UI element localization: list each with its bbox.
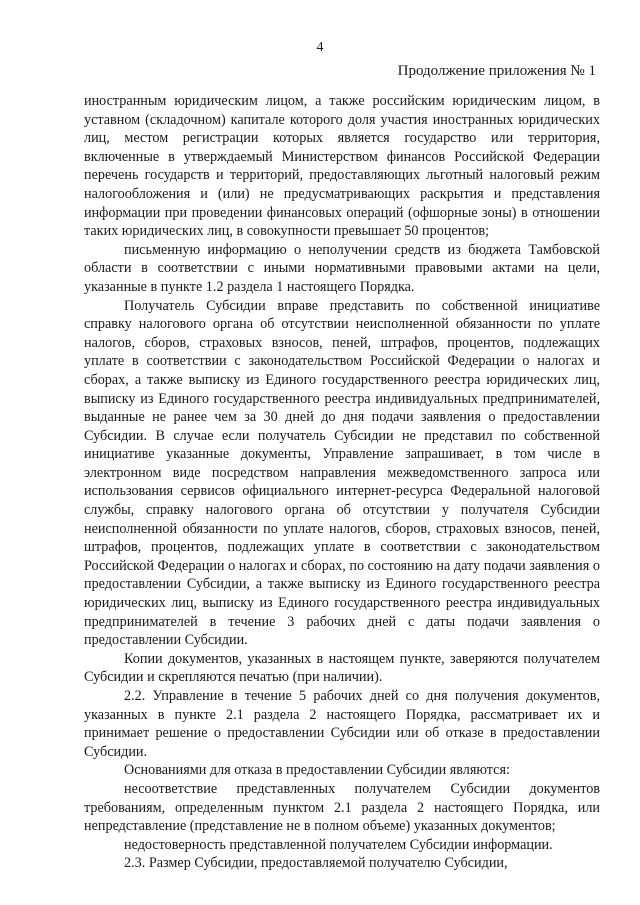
paragraph-6: Основаниями для отказа в предоставлении Субсидии являются: [124,762,510,779]
paragraph-7: несоответствие представленных получателем Субсидии документов требованиям, определенным пунктом 2.1 раздела 2 настоящего Порядка, или непредставление (представление не в полном объеме) указанных документов; [84,780,600,835]
document-body [84,92,600,873]
page-number: 4 [316,40,324,55]
paragraph-3: Получатель Субсидии вправе представить по собственной инициативе справку налогового органа об отсутствии неисполненной обязанности по уплате налогов, сборов, страховых взносов, пеней, штрафов, процентов, подлежащих уплате в соответствии с законодательством Российской Федерации о налогах и сборах, а также выписку из Единого государственного реестра юридических лиц, выписку из Единого государственного реестра индивидуальных предпринимателей, выданные не ранее чем за 30 дней до дня подачи заявления о предоставлении Субсидии. В случае если получатель Субсидии не представил по собственной инициативе указанные документы, Управление запрашивает, в том числе в электронном виде посредством направления межведомственного запроса или использования сервисов официального интернет-ресурса Федеральной налоговой службы, справку налогового органа об отсутствии у получателя Субсидии неисполненной обязанности по уплате налогов, сборов, страховых взносов, пеней, штрафов, процентов, подлежащих уплате в соответствии с законодательством Российской Федерации о налогах и сборах, по состоянию на дату подачи заявления о предоставлении Субсидии, а также выписку из Единого государственного реестра юридических лиц, выписку из Единого государственного реестра индивидуальных предпринимателей в течение 3 рабочих дней с даты подачи заявления о предоставлении Субсидии. [84,297,600,649]
paragraph-2: письменную информацию о неполучении средств из бюджета Тамбовской области в соответствии с иными нормативными правовыми актами на цели, указанные в пункте 1.2 раздела 1 настоящего Порядка. [84,241,600,295]
paragraph-9: 2.3. Размер Субсидии, предоставляемой получателю Субсидии, [124,855,508,872]
appendix-continuation-note: Продолжение приложения № 1 [397,63,596,79]
paragraph-8: недостоверность представленной получателем Субсидии информации. [124,836,553,853]
paragraph-5: 2.2. Управление в течение 5 рабочих дней со дня получения документов, указанных в пункте 2.1 раздела 2 настоящего Порядка, рассматривает их и принимает решение о предоставлении Субсидии или об отказе в предоставлении Субсидии. [84,688,600,760]
paragraph-1: иностранным юридическим лицом, а также российским юридическим лицом, в уставном (складочном) капитале которого доля участия иностранных юридических лиц, местом регистрации которых является государство или территория, включенные в утверждаемый Министерством финансов Российской Федерации перечень государств и территорий, предоставляющих льготный налоговый режим налогообложения и (или) не предусматривающих раскрытия и представления информации при проведении финансовых операций (офшорные зоны) в отношении таких юридических лиц, в совокупности превышает 50 процентов; [84,93,600,240]
paragraph-4: Копии документов, указанных в настоящем пункте, заверяются получателем Субсидии и скрепляются печатью (при наличии). [84,650,600,686]
